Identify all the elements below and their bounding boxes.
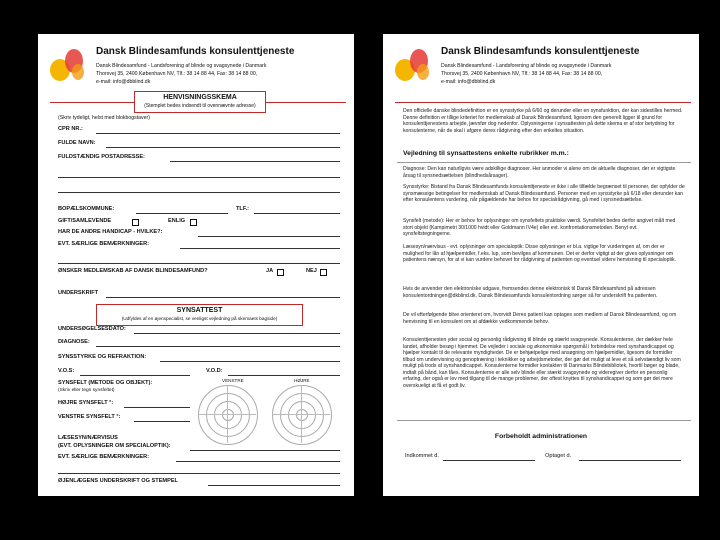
remarks-field-2[interactable]: [58, 263, 340, 264]
phone-label: TLF.:: [236, 206, 250, 212]
guide-divider: [397, 162, 691, 163]
right-eye-label: HØJRE: [294, 378, 310, 383]
single-label: ENLIG: [168, 218, 186, 224]
signature-label: UNDERSKRIFT: [58, 290, 99, 296]
no-checkbox[interactable]: [320, 269, 327, 276]
header-line-3: e-mail: info@dbblind.dk: [441, 79, 496, 85]
yes-checkbox[interactable]: [277, 269, 284, 276]
vos-label: V.O.S:: [58, 368, 75, 374]
handicap-label: HAR DE ANDRE HANDICAP - HVILKE?:: [58, 229, 163, 235]
diagnosis-label: DIAGNOSE:: [58, 339, 90, 345]
name-label: FULDE NAVN:: [58, 140, 96, 146]
accepted-label: Optaget d.: [545, 453, 572, 459]
yes-label: JA: [266, 268, 274, 274]
doctor-remarks-field[interactable]: [176, 461, 340, 462]
admin-divider: [397, 420, 691, 421]
header-line-1: Dansk Blindesamfund - Landsforening af blinde og svagsynede i Danmark: [96, 63, 267, 69]
cpr-label: CPR NR.:: [58, 126, 83, 132]
name-field[interactable]: [106, 147, 340, 148]
exam-date-field[interactable]: [134, 333, 340, 334]
left-visual-field-chart[interactable]: [198, 385, 258, 445]
synsattest-title: SYNSATTEST: [176, 307, 223, 314]
accepted-field[interactable]: [579, 460, 681, 461]
single-checkbox[interactable]: [190, 219, 197, 226]
municipality-field[interactable]: [136, 213, 228, 214]
guide-title: Vejledning til synsattestens enkelte rubrikker m.m.:: [403, 150, 569, 157]
right-field-label: HØJRE SYNSFELT °:: [58, 400, 114, 406]
cpr-field[interactable]: [96, 133, 340, 134]
address-label: FULDSTÆNDIG POSTADRESSE:: [58, 154, 145, 160]
synsstyrke-paragraph: Synsstyrke: Bistand fra Dansk Blindesamfunds konsulenttjeneste er ikke i alle tilfælde begrænset til personer, der opfylder de synsmæssige betingelser for medlemskab af Dansk Blindesamfund. Personer med en synsstyrke på 6/18 eller derunder kan efter konsulentens vurdering, når pågældende har behov for specialrådgivning, gå med i synsnedsættelse.: [403, 184, 685, 204]
header-divider: [395, 102, 691, 103]
synsattest-title-box: [96, 304, 303, 326]
reading-label-2: (EVT. OPLYSNINGER OM SPECIALOPTIK):: [58, 443, 171, 449]
address-field[interactable]: [170, 161, 340, 162]
no-label: NEJ: [306, 268, 317, 274]
right-field-input[interactable]: [124, 407, 190, 408]
header-line-2: Thorsvej 35, 2400 København NV, Tlf.: 38 14 88 44, Fax: 38 14 88 00,: [96, 71, 258, 77]
handicap-field[interactable]: [198, 236, 340, 237]
contact-paragraph: De vil efterfølgende blive orienteret om, hvorvidt Deres patient kan optages som medlem af Dansk Blindesamfund, og om henvisning til en konsulent om at afdække vedkommende behov.: [403, 312, 677, 325]
vod-field[interactable]: [228, 375, 340, 376]
admin-title: Forbeholdt administrationen: [494, 433, 588, 440]
refraction-field[interactable]: [160, 361, 340, 362]
refraction-label: SYNSSTYRKE OG REFRAKTION:: [58, 354, 147, 360]
intro-paragraph: Den officielle danske blindedefinition er en synsstyrke på 6/60 og derunder eller en synsfunktion, der kan sidestilles hermed. Denne definition er tillige kriteriet for medlemskab af Dansk Blindesamfund, ligesom den generelt ligger til grund for konsulenttjenestens arbejde, jævnfør dog nedenfor. Oplysningerne i synsattesten på dette skema er af stor betydning for konsulenterne, når de skal i afgøre deres rådgivning efter den enkeltes situation.: [403, 108, 683, 134]
left-field-label: VENSTRE SYNSFELT °:: [58, 414, 121, 420]
vos-field[interactable]: [80, 375, 190, 376]
synsfelt-paragraph: Synsfelt (metode): Her er behov for oplysninger om synsfeltets praktiske værdi. Synsfeltet bedes derfor angivet målt med stort objekt (Kampimetri 30/1000 hvidt eller Goldmann IV4e) eller evt. konfrontationsmetoden. Benyt evt. synsfeltstegningerne.: [403, 218, 676, 238]
received-field[interactable]: [443, 460, 535, 461]
form-subtitle: (Stemplet bedes indsendt til ovennævnte adresse): [144, 103, 256, 109]
electronic-paragraph: Hvis de anvender den elektroniske udgave, fremsendes denne elektronisk til Dansk Blindesamfund på adressen konsulentordningen@dkblind.dk. Dansk Blindesamfunds konsulentordning sørger så for underskrift fra patienten.: [403, 286, 658, 299]
doctor-remarks-field-2[interactable]: [58, 473, 340, 474]
header-title: Dansk Blindesamfunds konsulenttjeneste: [96, 46, 295, 57]
remarks-label: EVT. SÆRLIGE BEMÆRKNINGER:: [58, 241, 150, 247]
reading-label-1: LÆSESYN/NÆRVISUS: [58, 435, 118, 441]
phone-field[interactable]: [254, 213, 340, 214]
address-field-3[interactable]: [58, 192, 340, 193]
header-line-2: Thorsvej 35, 2400 København NV, Tlf.: 38 14 88 44, Fax: 38 14 88 00,: [441, 71, 603, 77]
left-eye-label: VENSTRE: [222, 378, 244, 383]
right-visual-field-chart[interactable]: [272, 385, 332, 445]
field-method-note: (Skriv eller tegn synsfeltet): [58, 388, 115, 393]
doctor-signature-label: ØJENLÆGENS UNDERSKRIFT OG STEMPEL: [58, 478, 178, 484]
remarks-field[interactable]: [180, 248, 340, 249]
doctor-signature-field[interactable]: [208, 485, 340, 486]
municipality-label: BOPÆLSKOMMUNE:: [58, 206, 115, 212]
signature-field[interactable]: [106, 297, 340, 298]
left-field-input[interactable]: [134, 421, 190, 422]
form-title: HENVISNINGSSKEMA: [163, 94, 237, 101]
header-title: Dansk Blindesamfunds konsulenttjeneste: [441, 46, 640, 57]
membership-label: ØNSKER MEDLEMSKAB AF DANSK BLINDESAMFUND?: [58, 268, 208, 274]
doctor-remarks-label: EVT. SÆRLIGE BEMÆRKNINGER:: [58, 454, 150, 460]
address-field-2[interactable]: [58, 177, 340, 178]
synsattest-subtitle: (Udfyldes af en øjenspecialist, se venligst vejledning på skemaets bagside): [121, 316, 278, 321]
reading-field[interactable]: [190, 450, 340, 451]
vod-label: V.O.D:: [206, 368, 223, 374]
married-label: GIFT/SAMLEVENDE: [58, 218, 112, 224]
consultancy-paragraph: Konsulenttjenesten yder social og personlig rådgivning til blinde og stærkt svagsynede. Konsulenterne, der dækker hele landet, afholder besøg i hjemmet. De vejleder i sociale og økonomiske spørgsmål i forbindelse med synshandicappet og hjælper kontakt til de relevante myndigheder. De er behjælpelige med ansøgning om hjælpemidler, ligesom de formidler tilbud om undervisning og genoptræning i teknikker og arbejdsmetoder, der gør det muligt at leve et så selvstændigt liv som muligt på trods af synshandicappet. Konsulenterne formidler kontakten til Danmarks Blindebibliotek, hvortil bøger og blade, indtalt på bånd, kan fåes. Konsulenterne er alle selv blinde eller stærkt svagsynede og videregiver derfor en personlig erfaring, der også er lev med tilgang til de mange problemer, der oftest knyttes til synshandicappet og som gør det mere overskueligt at få et godt liv.: [403, 337, 681, 389]
form-back-page: [383, 34, 699, 496]
form-title-box: [134, 91, 266, 113]
form-front-page: [38, 34, 354, 496]
diagnosis-field[interactable]: [96, 346, 340, 347]
butterfly-logo-icon: [393, 48, 431, 84]
married-checkbox[interactable]: [132, 219, 139, 226]
laesesyn-paragraph: Læsesyn/nærvisus - evt. oplysninger om specialoptik: Disse oplysninger er bl.a. vigtige for vurderingen af, om der er mulighed for lån af hjælpemidler, f.eks. lup, som bevilges af kommunen. Det er derfor vigtigt at der gives oplysninger om patientens nærsyn, for at vi kan vurdere behovet for rådgivning af patienten og eventuel videre henvisning til specialoptik.: [403, 244, 676, 264]
exam-date-label: UNDERSØGELSESDATO:: [58, 326, 126, 332]
field-method-label: SYNSFELT (METODE OG OBJEKT):: [58, 380, 153, 386]
received-label: Indkommet d.: [405, 453, 439, 459]
header-line-3: e-mail: info@dbblind.dk: [96, 79, 151, 85]
butterfly-logo-icon: [48, 48, 86, 84]
diagnose-paragraph: Diagnose: Den kan naturligvis være adskillige diagnoser. Her anmoder vi alene om de aktuelle diagnoser, der er vigtigste årsag til synsnedsættelsen (blindhedsårsager).: [403, 166, 676, 179]
form-note: (Skriv tydeligt, helst med blokbogstaver): [58, 115, 150, 121]
header-line-1: Dansk Blindesamfund - Landsforening af blinde og svagsynede i Danmark: [441, 63, 612, 69]
